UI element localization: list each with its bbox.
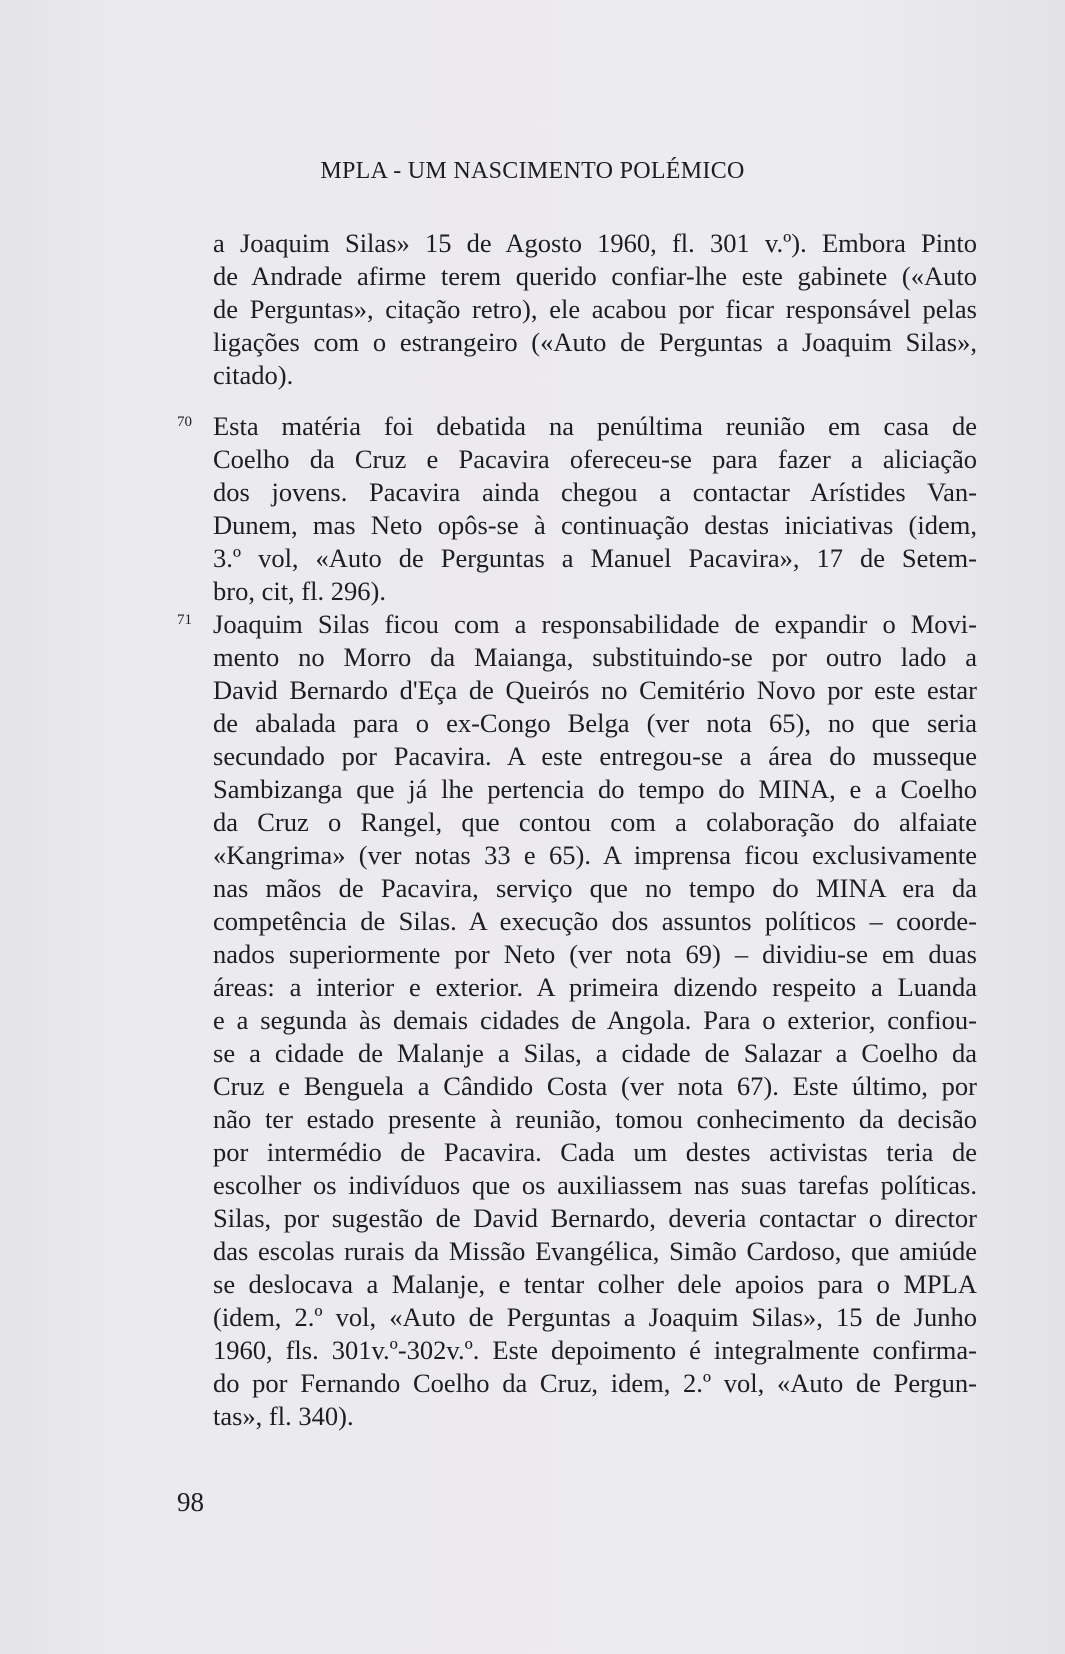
page-number: 98 bbox=[177, 1487, 204, 1517]
text-line: não ter estado presente à reunião, tomou conhecimento da decisão bbox=[213, 1104, 977, 1134]
text-line: das escolas rurais da Missão Evangélica, Simão Cardoso, que amiúde bbox=[213, 1236, 977, 1266]
text-line: de abalada para o ex-Congo Belga (ver nota 65), no que seria bbox=[213, 708, 977, 738]
text-line: David Bernardo d'Eça de Queirós no Cemitério Novo por este estar bbox=[213, 675, 977, 705]
text-line: Dunem, mas Neto opôs-se à continuação destas iniciativas (idem, bbox=[213, 510, 977, 540]
text-line: mento no Morro da Maianga, substituindo-se por outro lado a bbox=[213, 642, 977, 672]
text-line: dos jovens. Pacavira ainda chegou a contactar Arístides Van- bbox=[213, 477, 977, 507]
text-line: Cruz e Benguela a Cândido Costa (ver nota 67). Este último, por bbox=[213, 1071, 977, 1101]
text-line: se a cidade de Malanje a Silas, a cidade de Salazar a Coelho da bbox=[213, 1038, 977, 1068]
text-line: do por Fernando Coelho da Cruz, idem, 2.º vol, «Auto de Pergun- bbox=[213, 1368, 977, 1398]
text-line: de Andrade afirme terem querido confiar-lhe este gabinete («Auto bbox=[213, 261, 977, 291]
text-line: Joaquim Silas ficou com a responsabilidade de expandir o Movi- bbox=[213, 609, 977, 639]
text-line: se deslocava a Malanje, e tentar colher dele apoios para o MPLA bbox=[213, 1269, 977, 1299]
footnote-continuation bbox=[177, 227, 977, 392]
footnote-71 bbox=[177, 608, 977, 1433]
text-line: áreas: a interior e exterior. A primeira dizendo respeito a Luanda bbox=[213, 972, 977, 1002]
text-line: «Kangrima» (ver notas 33 e 65). A imprensa ficou exclusivamente bbox=[213, 840, 977, 870]
text-line: bro, cit, fl. 296). bbox=[213, 576, 386, 606]
text-line: ligações com o estrangeiro («Auto de Perguntas a Joaquim Silas», bbox=[213, 327, 977, 357]
text-line: tas», fl. 340). bbox=[213, 1401, 354, 1431]
text-line: Esta matéria foi debatida na penúltima reunião em casa de bbox=[213, 411, 977, 441]
running-head: MPLA - UM NASCIMENTO POLÉMICO bbox=[320, 158, 745, 184]
text-line: e a segunda às demais cidades de Angola. Para o exterior, confiou- bbox=[213, 1005, 977, 1035]
text-line: por intermédio de Pacavira. Cada um destes activistas teria de bbox=[213, 1137, 977, 1167]
text-line: 1960, fls. 301v.º-302v.º. Este depoimento é integralmente confirma- bbox=[213, 1335, 977, 1365]
text-line: competência de Silas. A execução dos assuntos políticos – coorde- bbox=[213, 906, 977, 936]
footnote-number: 71 bbox=[177, 612, 192, 628]
text-line: (idem, 2.º vol, «Auto de Perguntas a Joaquim Silas», 15 de Junho bbox=[213, 1302, 977, 1332]
text-line: da Cruz o Rangel, que contou com a colaboração do alfaiate bbox=[213, 807, 977, 837]
text-line: Sambizanga que já lhe pertencia do tempo do MINA, e a Coelho bbox=[213, 774, 977, 804]
footnote-number: 70 bbox=[177, 414, 192, 430]
text-line: escolher os indivíduos que os auxiliassem nas suas tarefas políticas. bbox=[213, 1170, 977, 1200]
text-line: nas mãos de Pacavira, serviço que no tempo do MINA era da bbox=[213, 873, 977, 903]
text-line: Silas, por sugestão de David Bernardo, deveria contactar o director bbox=[213, 1203, 977, 1233]
text-line: de Perguntas», citação retro), ele acabou por ficar responsável pelas bbox=[213, 294, 977, 324]
text-line: nados superiormente por Neto (ver nota 69) – dividiu-se em duas bbox=[213, 939, 977, 969]
footnote-70 bbox=[177, 410, 977, 608]
text-line: a Joaquim Silas» 15 de Agosto 1960, fl. 301 v.º). Embora Pinto bbox=[213, 228, 977, 258]
text-line: 3.º vol, «Auto de Perguntas a Manuel Pacavira», 17 de Setem- bbox=[213, 543, 977, 573]
text-line: citado). bbox=[213, 360, 294, 390]
text-line: secundado por Pacavira. A este entregou-se a área do musseque bbox=[213, 741, 977, 771]
text-line: Coelho da Cruz e Pacavira ofereceu-se para fazer a aliciação bbox=[213, 444, 977, 474]
